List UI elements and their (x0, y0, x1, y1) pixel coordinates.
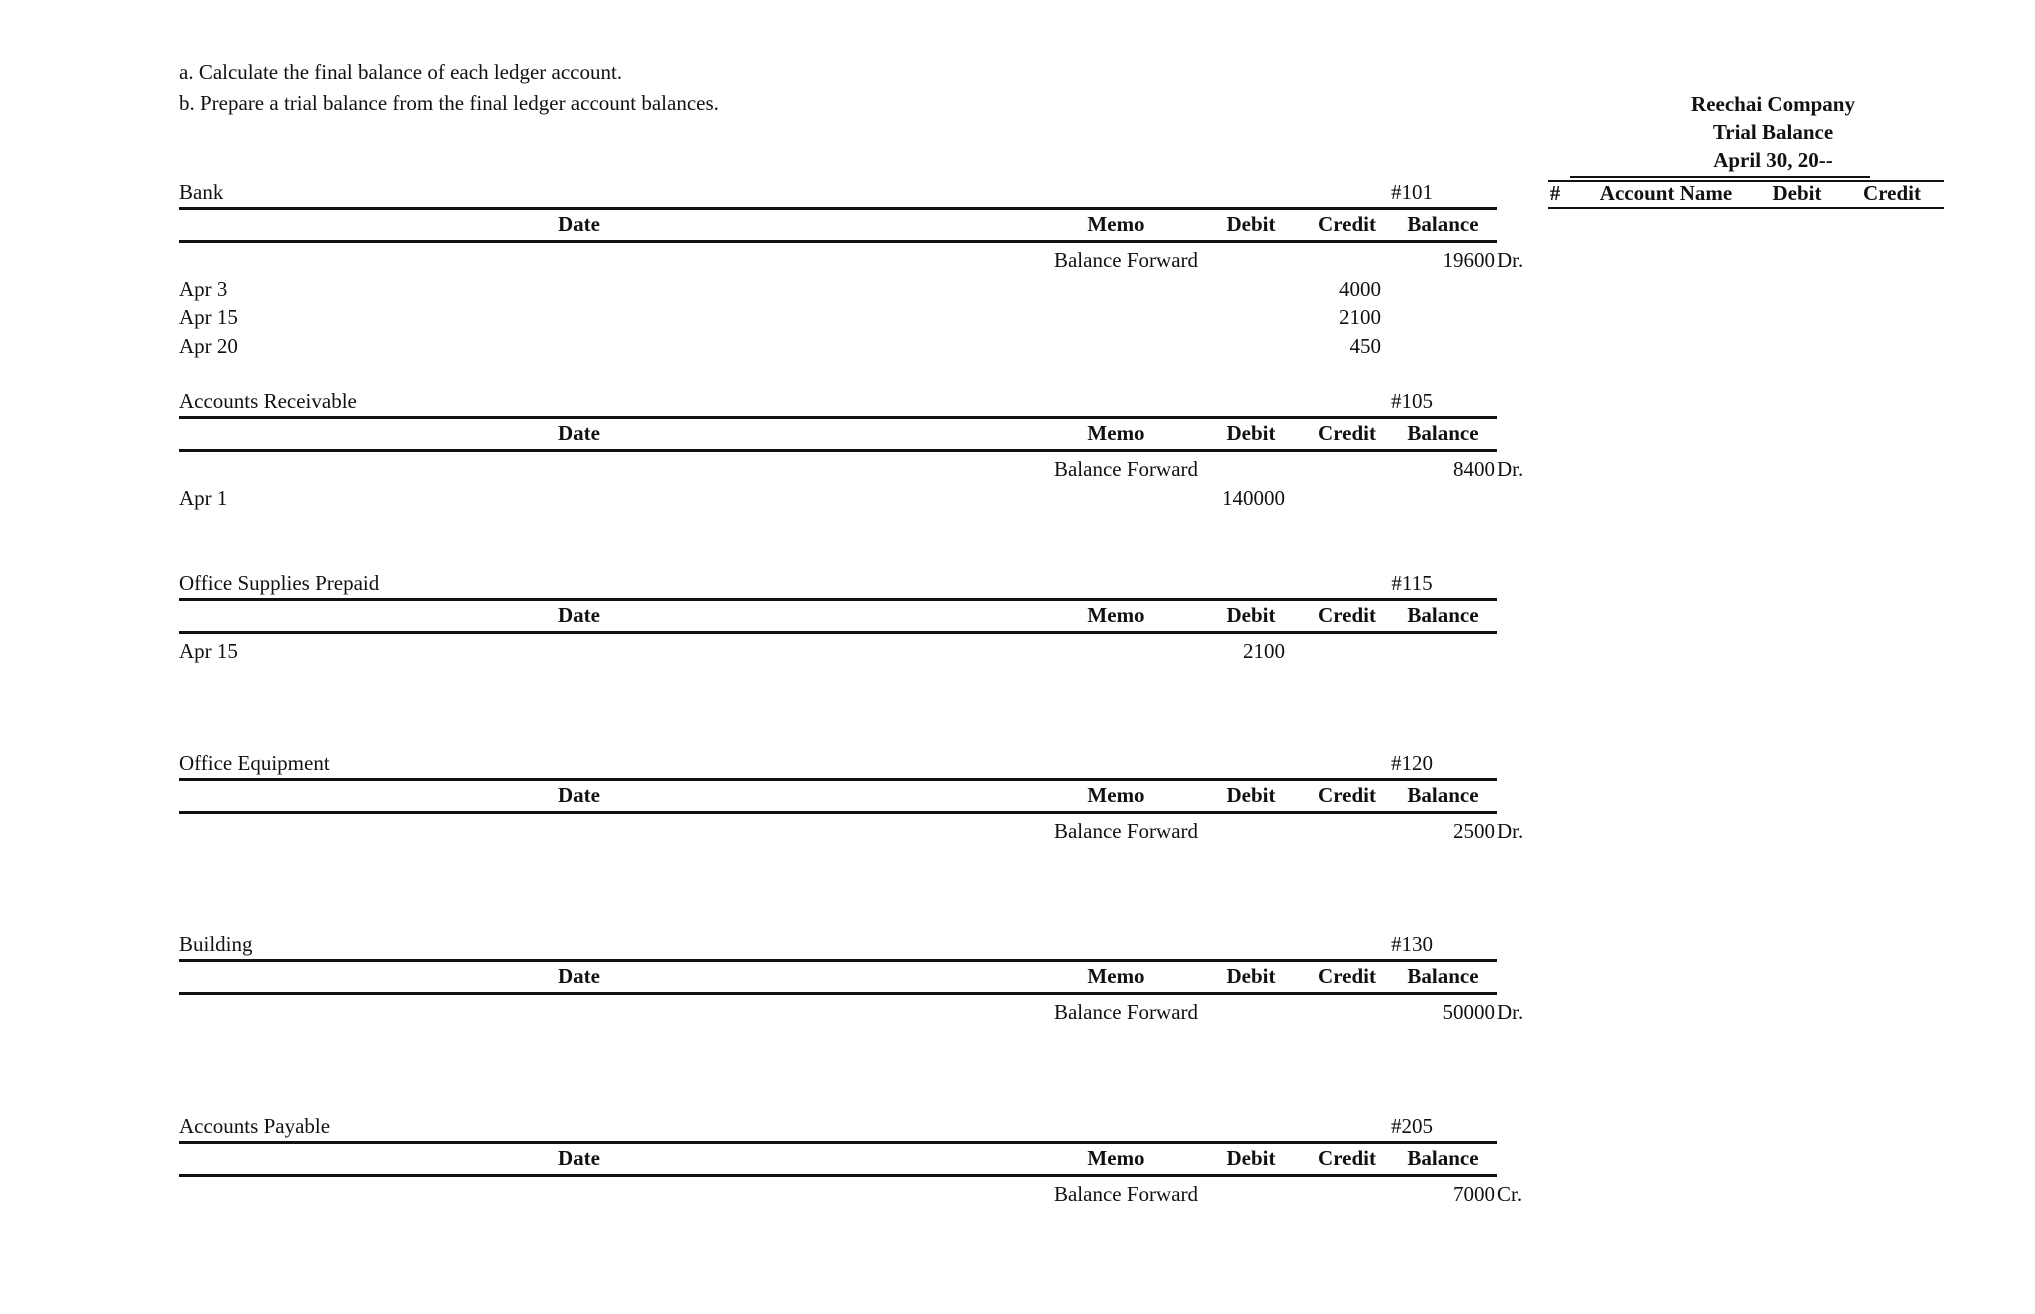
instruction-a: a. Calculate the final balance of each ledger account. (179, 60, 623, 84)
ledger-row (179, 457, 1533, 485)
ledger-cell-balance: 2500 (1453, 819, 1495, 843)
col-header-memo: Memo (1087, 603, 1145, 627)
ledger-header-rule (179, 631, 1497, 634)
trial-balance-header-bottom-rule (1548, 207, 1944, 209)
col-header-balance: Balance (1407, 603, 1479, 627)
col-header-debit: Debit (1226, 212, 1276, 236)
ledger-header-rule (179, 449, 1497, 452)
ledger-cell-date: Apr 20 (179, 333, 238, 358)
ledger-row (179, 486, 1533, 514)
col-header-memo: Memo (1087, 1146, 1145, 1170)
ledger-cell-balance-type: Dr. (1497, 819, 1524, 843)
col-header-balance: Balance (1407, 783, 1479, 807)
ledger-header-rule (179, 811, 1497, 814)
ledger-row (179, 334, 1533, 362)
col-header-balance: Balance (1407, 1146, 1479, 1170)
ledger-account-name: Accounts Receivable (179, 389, 357, 413)
ledger-account-number: #130 (1391, 932, 1433, 956)
ledger-account-number: #105 (1391, 389, 1433, 413)
ledger-header-rule (179, 992, 1497, 995)
col-header-credit: Credit (1318, 964, 1376, 988)
ledger-header-rule (179, 1174, 1497, 1177)
col-header-date: Date (558, 212, 600, 236)
col-header-credit: Credit (1318, 783, 1376, 807)
ledger-account-number: #205 (1391, 1114, 1433, 1138)
col-header-balance: Balance (1407, 421, 1479, 445)
col-header-debit: Debit (1226, 1146, 1276, 1170)
ledger-cell-date: Apr 3 (179, 276, 228, 301)
ledger-cell-balance: 19600 (1442, 248, 1495, 272)
col-header-memo: Memo (1087, 783, 1145, 807)
ledger-cell-balance-type: Dr. (1497, 457, 1524, 481)
ledger-cell-date: Apr 1 (179, 485, 228, 510)
ledger-account-name: Office Equipment (179, 751, 330, 775)
ledger-cell-memo: Balance Forward (1053, 1182, 1199, 1206)
ledger-account-name: Office Supplies Prepaid (179, 571, 380, 595)
ledger-row (179, 1182, 1533, 1210)
ledger-row (179, 248, 1533, 276)
col-header-date: Date (558, 603, 600, 627)
ledger-row (179, 639, 1533, 667)
ledger-cell-debit: 140000 (1222, 485, 1285, 510)
tb-col-header-credit: Credit (1863, 181, 1921, 205)
col-header-date: Date (558, 783, 600, 807)
col-header-debit: Debit (1226, 603, 1276, 627)
ledger-cell-credit: 4000 (1339, 276, 1381, 301)
ledger-account-name: Building (179, 932, 253, 956)
col-header-debit: Debit (1226, 421, 1276, 445)
ledger-bank (179, 180, 1533, 380)
ledger-top-rule (179, 598, 1497, 601)
col-header-balance: Balance (1407, 964, 1479, 988)
ledger-top-rule (179, 416, 1497, 419)
ledger-cell-balance-type: Cr. (1497, 1182, 1523, 1206)
ledger-cell-memo: Balance Forward (1053, 1000, 1199, 1024)
ledger-account-name: Bank (179, 180, 224, 204)
ledger-top-rule (179, 207, 1497, 210)
ledger-cell-memo: Balance Forward (1053, 457, 1199, 481)
ledger-cell-balance: 7000 (1453, 1182, 1495, 1206)
ledger-cell-memo: Balance Forward (1053, 248, 1199, 272)
ledger-account-number: #115 (1391, 571, 1433, 595)
ledger-cell-debit: 2100 (1243, 639, 1285, 663)
col-header-memo: Memo (1087, 212, 1145, 236)
ledger-building (179, 932, 1533, 1132)
ledger-accounts-payable (179, 1114, 1533, 1314)
trial-balance-company: Reechai Company (1691, 92, 1855, 116)
ledger-cell-date: Apr 15 (179, 305, 238, 329)
col-header-credit: Credit (1318, 212, 1376, 236)
ledger-accounts-receivable (179, 389, 1533, 589)
ledger-account-number: #120 (1391, 751, 1433, 775)
ledger-row (179, 277, 1533, 305)
trial-balance-date: April 30, 20-- (1713, 148, 1833, 172)
ledger-cell-balance: 8400 (1453, 457, 1495, 481)
ledger-cell-balance: 50000 (1442, 1000, 1495, 1024)
col-header-debit: Debit (1226, 783, 1276, 807)
col-header-debit: Debit (1226, 964, 1276, 988)
ledger-row (179, 819, 1533, 847)
ledger-header-rule (179, 240, 1497, 243)
ledger-cell-credit: 450 (1349, 333, 1381, 358)
tb-col-header-number: # (1549, 181, 1561, 205)
ledger-cell-balance-type: Dr. (1497, 248, 1524, 272)
instruction-b: b. Prepare a trial balance from the final ledger account balances. (179, 91, 719, 115)
ledger-office-supplies-prepaid (179, 571, 1533, 771)
ledger-cell-date: Apr 15 (179, 639, 238, 663)
ledger-top-rule (179, 1141, 1497, 1144)
col-header-memo: Memo (1087, 421, 1145, 445)
col-header-credit: Credit (1318, 421, 1376, 445)
col-header-credit: Credit (1318, 603, 1376, 627)
tb-col-header-debit: Debit (1772, 181, 1822, 205)
ledger-row (179, 1000, 1533, 1028)
ledger-cell-credit: 2100 (1339, 305, 1381, 329)
ledger-top-rule (179, 959, 1497, 962)
col-header-credit: Credit (1318, 1146, 1376, 1170)
ledger-account-name: Accounts Payable (179, 1114, 331, 1138)
ledger-cell-balance-type: Dr. (1497, 1000, 1524, 1024)
ledger-cell-memo: Balance Forward (1053, 819, 1199, 843)
trial-balance-title: Trial Balance (1712, 120, 1834, 144)
tb-col-header-account-name: Account Name (1599, 181, 1733, 205)
ledger-office-equipment (179, 751, 1533, 951)
col-header-memo: Memo (1087, 964, 1145, 988)
ledger-account-number: #101 (1391, 180, 1433, 204)
col-header-balance: Balance (1407, 212, 1479, 236)
col-header-date: Date (558, 1146, 600, 1170)
col-header-date: Date (558, 421, 600, 445)
ledger-row (179, 305, 1533, 333)
trial-balance-title-rule (1570, 176, 1870, 178)
ledger-top-rule (179, 778, 1497, 781)
col-header-date: Date (558, 964, 600, 988)
